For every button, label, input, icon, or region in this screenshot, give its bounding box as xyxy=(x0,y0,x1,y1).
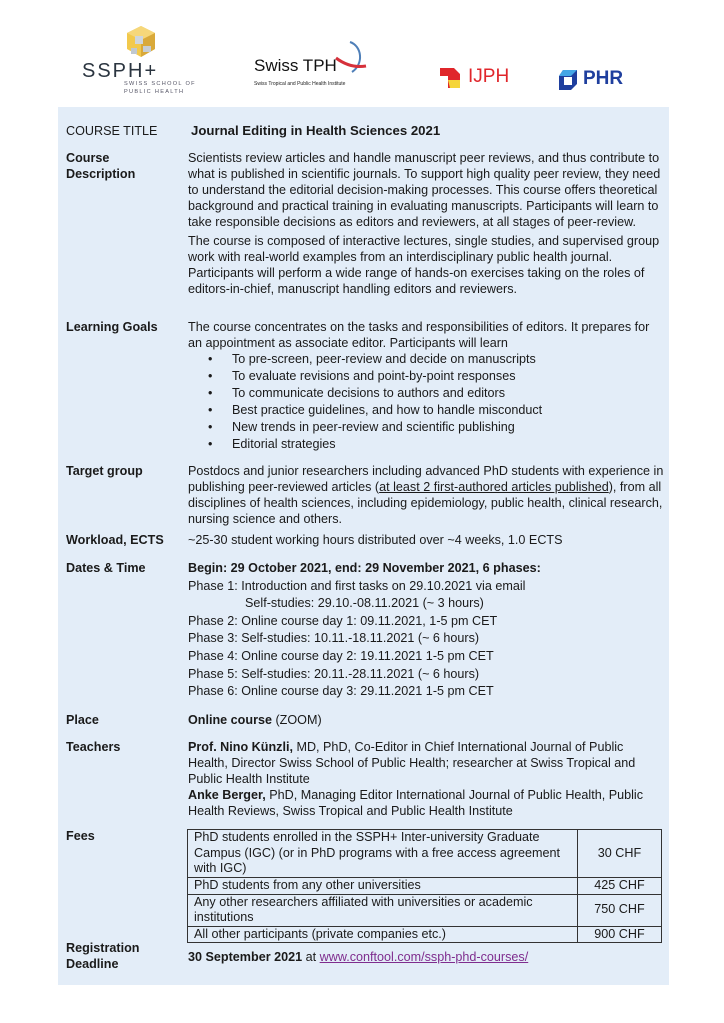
dates-phase-line: Phase 1: Introduction and first tasks on 29.10.2021 via email xyxy=(188,578,526,593)
place-value xyxy=(188,712,666,728)
target-group-label: Target group xyxy=(66,464,143,478)
dates-phase-line: Phase 5: Self-studies: 20.11.-28.11.2021 (~ 6 hours) xyxy=(188,666,480,681)
target-group-underlined: at least 2 first-authored articles published xyxy=(379,480,609,494)
table-row xyxy=(188,926,662,943)
swiss-tph-subtitle: Swiss Tropical and Public Health Institute xyxy=(254,81,346,87)
registration-text xyxy=(188,949,666,965)
registration-connector: at xyxy=(302,950,320,964)
target-group-text-before: Postdocs and junior researchers including advanced PhD students with experience in publishing peer-reviewed articles ( xyxy=(188,464,664,494)
description-label xyxy=(66,150,135,182)
learning-goal-item: • Best practice guidelines, and how to handle misconduct xyxy=(188,402,666,419)
target-group-text xyxy=(188,463,666,527)
ssph-logo xyxy=(80,22,210,100)
teachers-text xyxy=(188,739,666,819)
description-paragraph-2: The course is composed of interactive lectures, single studies, and supervised group work with real-world examples from an interdisciplinary public health journal. Participants will perform a wide range of hands-on exercises taking on the roles of editors-in-chief, manuscript handling editors and reviewers. xyxy=(188,234,660,296)
registration-date: 30 September 2021 xyxy=(188,950,303,964)
learning-goal-item: • To communicate decisions to authors and editors xyxy=(188,385,666,402)
fee-amount: 30 CHF xyxy=(578,830,662,878)
logo-header xyxy=(0,0,724,107)
registration-label-line1: Registration xyxy=(66,941,140,955)
description-label-line2: Description xyxy=(66,167,136,181)
learning-goal-item: • To evaluate revisions and point-by-point responses xyxy=(188,368,666,385)
teacher-2 xyxy=(188,787,666,819)
teachers-label: Teachers xyxy=(66,740,121,754)
place-rest: (ZOOM) xyxy=(271,713,322,727)
ssph-wordmark: SSPH+ xyxy=(82,60,159,82)
fees-table xyxy=(187,829,662,943)
learning-goals-intro: The course concentrates on the tasks and responsibilities of editors. It prepares for an appointment as associate editor. Participants will learn xyxy=(188,320,650,350)
ijph-logo xyxy=(438,64,518,92)
dates-headline: Begin: 29 October 2021, end: 29 November 2021, 6 phases: xyxy=(188,561,541,575)
dates-phase-line: Phase 2: Online course day 1: 09.11.2021, 1-5 pm CET xyxy=(188,613,498,628)
teacher-1-name: Prof. Nino Künzli, xyxy=(188,740,293,754)
learning-goals-label: Learning Goals xyxy=(66,320,158,334)
fee-category: All other participants (private companies etc.) xyxy=(188,926,578,943)
ijph-mark-icon xyxy=(438,66,462,90)
swiss-tph-globe-icon xyxy=(332,40,368,78)
ssph-subtitle-line2: PUBLIC HEALTH xyxy=(124,89,185,95)
dates-label: Dates & Time xyxy=(66,561,146,575)
fee-category: PhD students from any other universities xyxy=(188,877,578,894)
fee-category: Any other researchers affiliated with universities or academic institutions xyxy=(188,894,578,926)
teacher-2-name: Anke Berger, xyxy=(188,788,266,802)
swiss-tph-logo xyxy=(252,40,377,95)
dates-phase-line: Phase 4: Online course day 2: 19.11.2021 1-5 pm CET xyxy=(188,648,494,663)
phr-wordmark: PHR xyxy=(583,68,624,89)
ijph-wordmark: IJPH xyxy=(468,66,510,87)
table-row xyxy=(188,877,662,894)
learning-goals xyxy=(188,319,666,453)
table-row xyxy=(188,830,662,878)
swiss-tph-wordmark: Swiss TPH xyxy=(254,56,337,75)
fee-amount: 425 CHF xyxy=(578,877,662,894)
phr-logo xyxy=(557,66,647,94)
registration-link[interactable]: www.conftool.com/ssph-phd-courses/ xyxy=(319,950,529,964)
phr-mark-icon xyxy=(557,68,579,92)
dates-phase-line: Phase 3: Self-studies: 10.11.-18.11.2021 (~ 6 hours) xyxy=(188,631,480,646)
learning-goal-item: • To pre-screen, peer-review and decide on manuscripts xyxy=(188,351,666,368)
ssph-subtitle xyxy=(124,80,196,96)
place-label: Place xyxy=(66,713,99,727)
teacher-2-desc: PhD, Managing Editor International Journal of Public Health, Public Health Reviews, Swiss Tropical and Public Health Institute xyxy=(188,788,644,818)
learning-goal-item: • Editorial strategies xyxy=(188,436,666,453)
teacher-1 xyxy=(188,739,666,787)
ssph-subtitle-line1: SWISS SCHOOL OF xyxy=(124,81,196,87)
fees-label: Fees xyxy=(66,829,95,843)
dates-phase-line: Phase 6: Online course day 3: 29.11.2021 1-5 pm CET xyxy=(188,684,494,699)
workload-value: ~25-30 student working hours distributed over ~4 weeks, 1.0 ECTS xyxy=(188,533,563,547)
learning-goals-list xyxy=(188,351,666,453)
target-group-text-after: ), from all disciplines of health sciences, including epidemiology, public health, clinical research, nursing science and others. xyxy=(188,480,663,526)
dates-phase-line: Self-studies: 29.10.-08.11.2021 (~ 3 hours) xyxy=(245,596,484,611)
description-paragraph-1: Scientists review articles and handle manuscript peer reviews, and thus contribute to what is published in scientific journals. To support high quality peer review, they need to understand the editorial decision-making processes. This course offers theoretical background and practical training in evaluating manuscripts. Participants will learn to take responsible decisions as editors and reviewers, at all stages of peer-review. xyxy=(188,151,661,229)
ssph-cube-icon xyxy=(123,24,159,62)
description-text xyxy=(188,150,666,297)
fee-amount: 750 CHF xyxy=(578,894,662,926)
registration-label-line2: Deadline xyxy=(66,957,119,971)
table-row xyxy=(188,894,662,926)
description-label-line1: Course xyxy=(66,151,110,165)
fee-amount: 900 CHF xyxy=(578,926,662,943)
workload-label: Workload, ECTS xyxy=(66,533,164,547)
registration-label xyxy=(66,940,139,972)
learning-goal-item: • New trends in peer-review and scientific publishing xyxy=(188,419,666,436)
fee-category: PhD students enrolled in the SSPH+ Inter-university Graduate Campus (IGC) (or in PhD programs with a free access agreement with IGC) xyxy=(188,830,578,878)
course-title: Journal Editing in Health Sciences 2021 xyxy=(191,123,441,138)
course-title-label: COURSE TITLE xyxy=(66,124,158,138)
place-bold: Online course xyxy=(188,713,272,727)
course-info-panel xyxy=(58,107,669,985)
dates-text xyxy=(188,560,666,701)
teacher-1-desc: MD, PhD, Co-Editor in Chief International Journal of Public Health, Director Swiss School of Public Health; researcher at Swiss Tropical and Public Health Institute xyxy=(188,740,636,786)
